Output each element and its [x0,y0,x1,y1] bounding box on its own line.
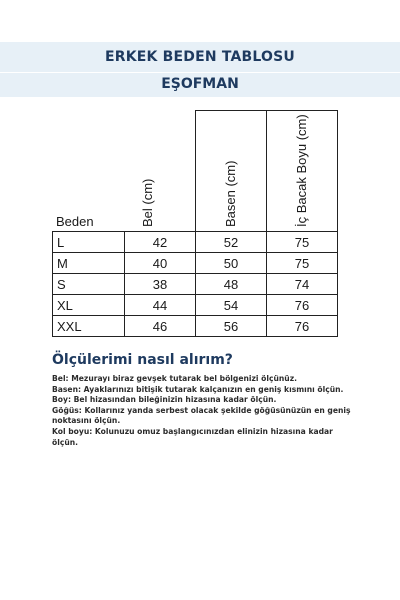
howto-line: Boy: Bel hizasından bileğinizin hizasına kadar ölçün. [52,395,277,405]
table-row [53,295,338,316]
value-cell: 75 [267,232,338,253]
size-cell: L [53,232,125,253]
header-label: Basen (cm) [223,160,238,227]
value-cell: 56 [196,316,267,337]
value-cell: 74 [267,274,338,295]
howto-line: Kol boyu: Kolunuzu omuz başlangıcınızdan elinizin hizasına kadar ölçün. [52,426,333,447]
table-row [53,253,338,274]
chart-subtitle: EŞOFMAN [0,72,400,97]
value-cell: 48 [196,274,267,295]
value-cell: 75 [267,253,338,274]
size-cell: XXL [53,316,125,337]
size-cell: S [53,274,125,295]
size-cell: XL [53,295,125,316]
value-cell: 40 [125,253,196,274]
value-cell: 76 [267,316,338,337]
table-header-row [53,111,338,232]
value-cell: 54 [196,295,267,316]
header-ic-bacak [267,111,338,232]
header-basen [196,111,267,232]
value-cell: 42 [125,232,196,253]
howto-notes [52,374,352,448]
howto-line: Göğüs: Kollarınız yanda serbest olacak şekilde göğüsünüzün en geniş noktasını ölçün. [52,405,351,426]
header-label: Bel (cm) [139,178,155,227]
beden-label: Beden [56,214,94,229]
table-row [53,316,338,337]
table-row [53,274,338,295]
howto-line: Basen: Ayaklarınızı bitişik tutarak kalçanızın en geniş kısmını ölçün. [52,384,344,394]
header-bel [125,111,196,232]
size-table [52,110,338,337]
value-cell: 38 [125,274,196,295]
value-cell: 46 [125,316,196,337]
value-cell: 52 [196,232,267,253]
value-cell: 76 [267,295,338,316]
chart-title: ERKEK BEDEN TABLOSU [0,42,400,72]
value-cell: 44 [125,295,196,316]
value-cell: 50 [196,253,267,274]
howto-line: Bel: Mezurayı biraz gevşek tutarak bel bölgenizi ölçünüz. [52,374,298,383]
howto-heading: Ölçülerimi nasıl alırım? [52,352,233,368]
table-row [53,232,338,253]
header-label: İç Bacak Boyu (cm) [294,114,309,227]
size-cell: M [53,253,125,274]
